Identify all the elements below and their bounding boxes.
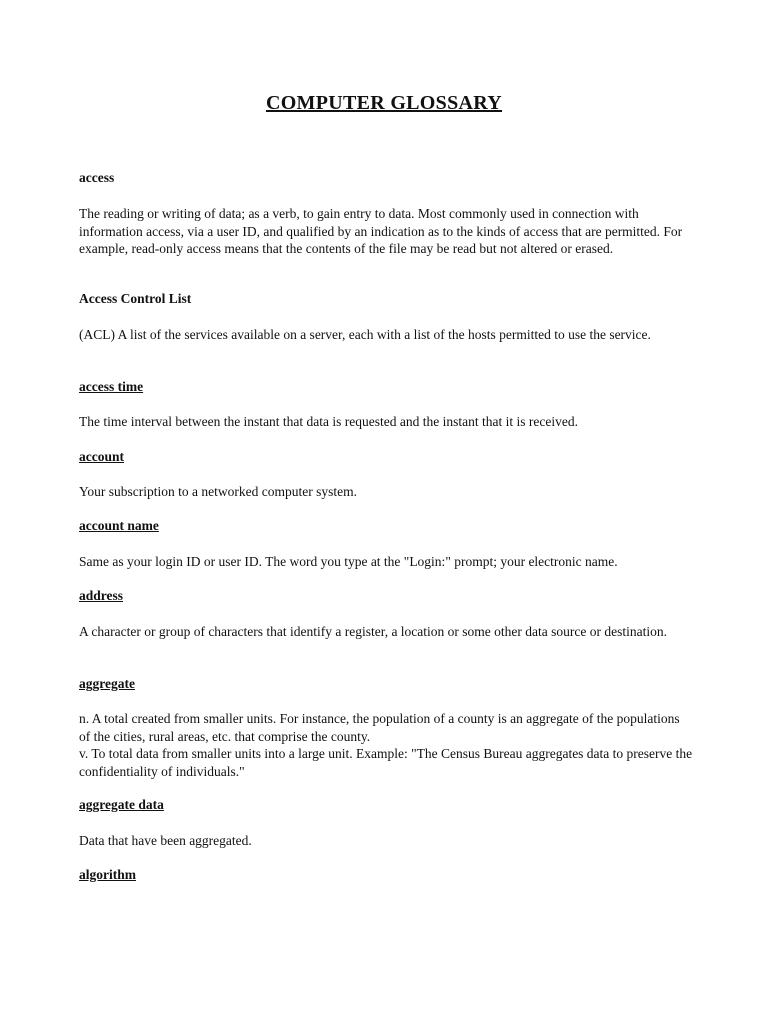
glossary-definition-access-time — [79, 413, 694, 431]
glossary-definition-account — [79, 483, 694, 501]
glossary-definition-access-control-list — [79, 326, 694, 344]
glossary-term-aggregate-data: aggregate data — [79, 797, 164, 812]
glossary-definition-address — [79, 623, 694, 641]
definition-paragraph: Same as your login ID or user ID. The word you type at the "Login:" prompt; your electronic name. — [79, 554, 618, 569]
definition-paragraph: (ACL) A list of the services available on a server, each with a list of the hosts permitted to use the service. — [79, 327, 651, 342]
definition-paragraph: The reading or writing of data; as a verb, to gain entry to data. Most commonly used in connection with information access, via a user ID, and qualified by an indication as to the kinds of access that are permitted. For example, read-only access means that the contents of the file may be read but not altered or erased. — [79, 206, 683, 256]
glossary-definition-account-name — [79, 553, 694, 571]
glossary-definition-aggregate-data — [79, 832, 694, 850]
glossary-definition-aggregate — [79, 710, 694, 780]
glossary-term-access-control-list: Access Control List — [79, 291, 192, 306]
definition-paragraph: The time interval between the instant that data is requested and the instant that it is received. — [79, 414, 578, 429]
glossary-term-account: account — [79, 449, 124, 464]
definition-paragraph: n. A total created from smaller units. For instance, the population of a county is an aggregate of the populations of the cities, rural areas, etc. that comprise the county. — [79, 711, 680, 744]
page-title: COMPUTER GLOSSARY — [265, 92, 503, 114]
glossary-definition-access — [79, 205, 694, 258]
glossary-term-access: access — [79, 170, 115, 185]
glossary-term-aggregate: aggregate — [79, 676, 135, 691]
glossary-term-address: address — [79, 588, 124, 603]
definition-paragraph: v. To total data from smaller units into a large unit. Example: "The Census Bureau aggregates data to preserve the confidentiality of individuals." — [79, 746, 693, 779]
definition-paragraph: Your subscription to a networked computer system. — [79, 484, 357, 499]
glossary-term-account-name: account name — [79, 518, 159, 533]
definition-paragraph: A character or group of characters that identify a register, a location or some other data source or destination. — [79, 624, 667, 639]
glossary-term-access-time: access time — [79, 379, 144, 394]
definition-paragraph: Data that have been aggregated. — [79, 833, 252, 848]
glossary-term-algorithm: algorithm — [79, 867, 136, 882]
